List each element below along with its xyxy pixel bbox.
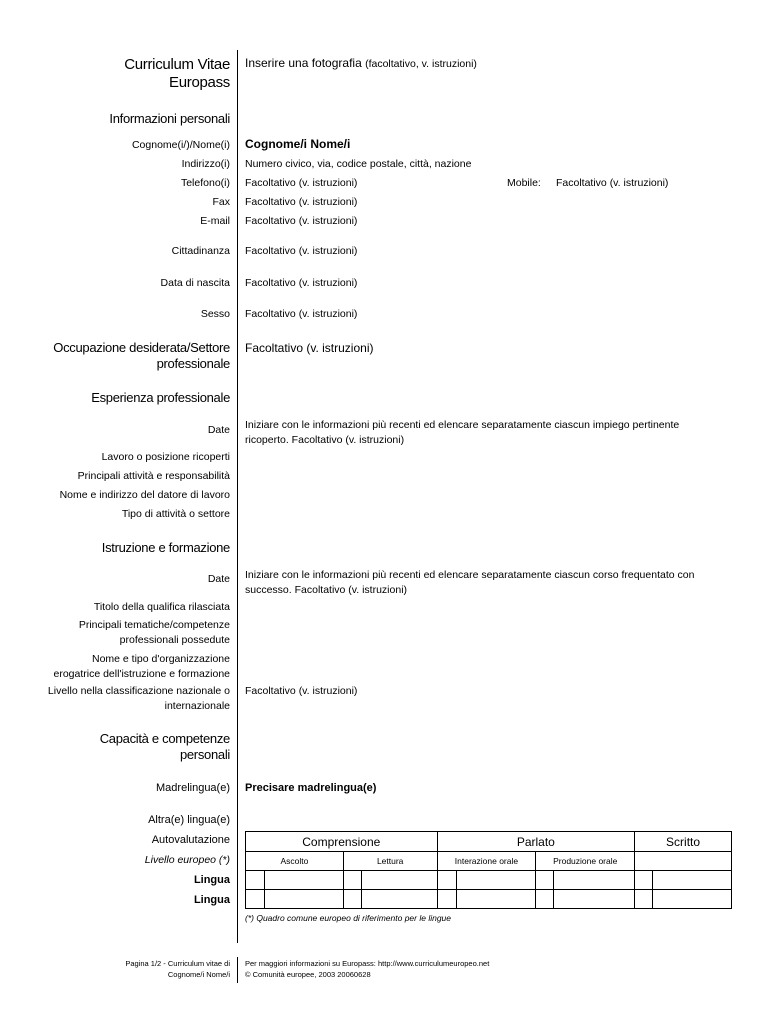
mobile-label: Mobile: bbox=[507, 177, 541, 189]
birth-date-value: Facoltativo (v. istruzioni) bbox=[245, 277, 358, 289]
table-cell bbox=[635, 871, 653, 890]
speaking-header: Parlato bbox=[437, 832, 635, 852]
comprehension-header: Comprensione bbox=[246, 832, 438, 852]
listening-header: Ascolto bbox=[246, 852, 344, 871]
document-title bbox=[124, 56, 230, 92]
footer-copyright: © Comunità europee, 2003 20060628 bbox=[245, 970, 371, 979]
table-cell bbox=[536, 871, 554, 890]
address-value: Numero civico, via, codice postale, città, nazione bbox=[245, 158, 472, 170]
photo-main-text: Inserire una fotografia bbox=[245, 56, 366, 70]
footer-page-info: Pagina 1/2 - Curriculum vitae di bbox=[125, 959, 230, 968]
experience-heading: Esperienza professionale bbox=[91, 390, 230, 405]
sector-label: Tipo di attività o settore bbox=[121, 508, 230, 520]
table-cell bbox=[264, 871, 343, 890]
position-label: Lavoro o posizione ricoperti bbox=[101, 451, 230, 463]
fax-value: Facoltativo (v. istruzioni) bbox=[245, 196, 358, 208]
skills-heading bbox=[100, 731, 230, 763]
classification-level-label bbox=[48, 684, 230, 714]
table-cell bbox=[653, 890, 732, 909]
mother-tongue-label: Madrelingua(e) bbox=[156, 782, 230, 794]
education-date-value: Iniziare con le informazioni più recenti ed elencare separatamente ciascun corso frequentato con successo. Facoltativo (v. istruzioni) bbox=[245, 569, 695, 596]
table-header-row bbox=[246, 832, 732, 852]
surname-value: Cognome/i Nome/i bbox=[245, 137, 351, 151]
email-label: E-mail bbox=[200, 215, 230, 227]
education-date-label: Date bbox=[207, 573, 230, 585]
table-cell bbox=[264, 890, 343, 909]
table-cell bbox=[343, 871, 361, 890]
table-cell bbox=[635, 890, 653, 909]
subjects-label bbox=[79, 618, 230, 648]
production-header: Produzione orale bbox=[536, 852, 635, 871]
organization-label-line-2: erogatrice dell'istruzione e formazione bbox=[53, 668, 230, 680]
table-cell bbox=[653, 871, 732, 890]
table-cell bbox=[437, 871, 456, 890]
occupation-heading-line-2: professionale bbox=[156, 356, 230, 371]
organization-label bbox=[53, 652, 230, 682]
table-cell bbox=[343, 890, 361, 909]
education-heading: Istruzione e formazione bbox=[101, 540, 230, 555]
table-cell bbox=[554, 890, 635, 909]
photo-note-text: (facoltativo, v. istruzioni) bbox=[365, 58, 477, 70]
table-cell bbox=[437, 890, 456, 909]
column-divider bbox=[237, 50, 238, 943]
subjects-label-line-2: professionali possedute bbox=[119, 634, 230, 646]
skills-heading-line-2: personali bbox=[179, 747, 230, 762]
table-row bbox=[246, 871, 732, 890]
table-subheader-row bbox=[246, 852, 732, 871]
photo-placeholder bbox=[245, 56, 477, 70]
table-cell bbox=[456, 871, 536, 890]
citizenship-label: Cittadinanza bbox=[171, 245, 230, 257]
table-cell bbox=[246, 871, 265, 890]
footer-divider bbox=[237, 957, 238, 983]
phone-label: Telefono(i) bbox=[180, 177, 230, 189]
footer-name: Cognome/i Nome/i bbox=[167, 970, 230, 979]
table-cell bbox=[554, 871, 635, 890]
language-assessment-table bbox=[245, 831, 732, 909]
skills-heading-line-1: Capacità e competenze bbox=[99, 731, 230, 746]
mother-tongue-value: Precisare madrelingua(e) bbox=[245, 782, 377, 794]
activities-label: Principali attività e responsabilità bbox=[77, 470, 230, 482]
title-line-1: Curriculum Vitae bbox=[124, 56, 230, 73]
email-value: Facoltativo (v. istruzioni) bbox=[245, 215, 358, 227]
footer-info-link: Per maggiori informazioni su Europass: http://www.curriculumeuropeo.net bbox=[245, 959, 490, 968]
birth-date-label: Data di nascita bbox=[160, 277, 230, 289]
classification-level-value: Facoltativo (v. istruzioni) bbox=[245, 685, 358, 697]
other-languages-label: Altra(e) lingua(e) bbox=[148, 814, 230, 826]
qualification-label: Titolo della qualifica rilasciata bbox=[93, 601, 230, 613]
sex-value: Facoltativo (v. istruzioni) bbox=[245, 308, 358, 320]
experience-date-value: Iniziare con le informazioni più recenti ed elencare separatamente ciascun impiego pertinente ricoperto. Facoltativo (v. istruzioni) bbox=[245, 419, 680, 446]
mobile-value: Facoltativo (v. istruzioni) bbox=[556, 177, 669, 189]
subjects-label-line-1: Principali tematiche/competenze bbox=[78, 619, 230, 631]
cefr-footnote: (*) Quadro comune europeo di riferimento per le lingue bbox=[245, 913, 452, 923]
experience-date-label: Date bbox=[207, 424, 230, 436]
language-2-label: Lingua bbox=[193, 894, 230, 906]
writing-subheader bbox=[635, 852, 732, 871]
citizenship-value: Facoltativo (v. istruzioni) bbox=[245, 245, 358, 257]
table-cell bbox=[361, 890, 437, 909]
occupation-heading bbox=[53, 340, 230, 372]
employer-label: Nome e indirizzo del datore di lavoro bbox=[59, 489, 230, 501]
phone-value: Facoltativo (v. istruzioni) bbox=[245, 177, 358, 189]
surname-label: Cognome(i/)/Nome(i) bbox=[131, 139, 230, 151]
title-line-2: Europass bbox=[169, 74, 230, 91]
table-cell bbox=[456, 890, 536, 909]
reading-header: Lettura bbox=[343, 852, 437, 871]
footer-left bbox=[125, 958, 230, 980]
organization-label-line-1: Nome e tipo d'organizzazione bbox=[91, 653, 230, 665]
occupation-heading-line-1: Occupazione desiderata/Settore bbox=[53, 340, 230, 355]
writing-header: Scritto bbox=[635, 832, 732, 852]
european-level-label: Livello europeo (*) bbox=[144, 854, 230, 866]
classification-level-label-line-2: internazionale bbox=[164, 700, 230, 712]
table-cell bbox=[246, 890, 265, 909]
interaction-header: Interazione orale bbox=[437, 852, 536, 871]
language-1-label: Lingua bbox=[193, 874, 230, 886]
footer-right bbox=[245, 958, 489, 980]
classification-level-label-line-1: Livello nella classificazione nazionale o bbox=[47, 685, 230, 697]
fax-label: Fax bbox=[212, 196, 230, 208]
table-cell bbox=[536, 890, 554, 909]
table-row bbox=[246, 890, 732, 909]
table-cell bbox=[361, 871, 437, 890]
occupation-value: Facoltativo (v. istruzioni) bbox=[245, 341, 374, 355]
personal-info-heading: Informazioni personali bbox=[109, 111, 230, 126]
address-label: Indirizzo(i) bbox=[181, 158, 230, 170]
sex-label: Sesso bbox=[200, 308, 230, 320]
self-assessment-label: Autovalutazione bbox=[151, 834, 230, 846]
